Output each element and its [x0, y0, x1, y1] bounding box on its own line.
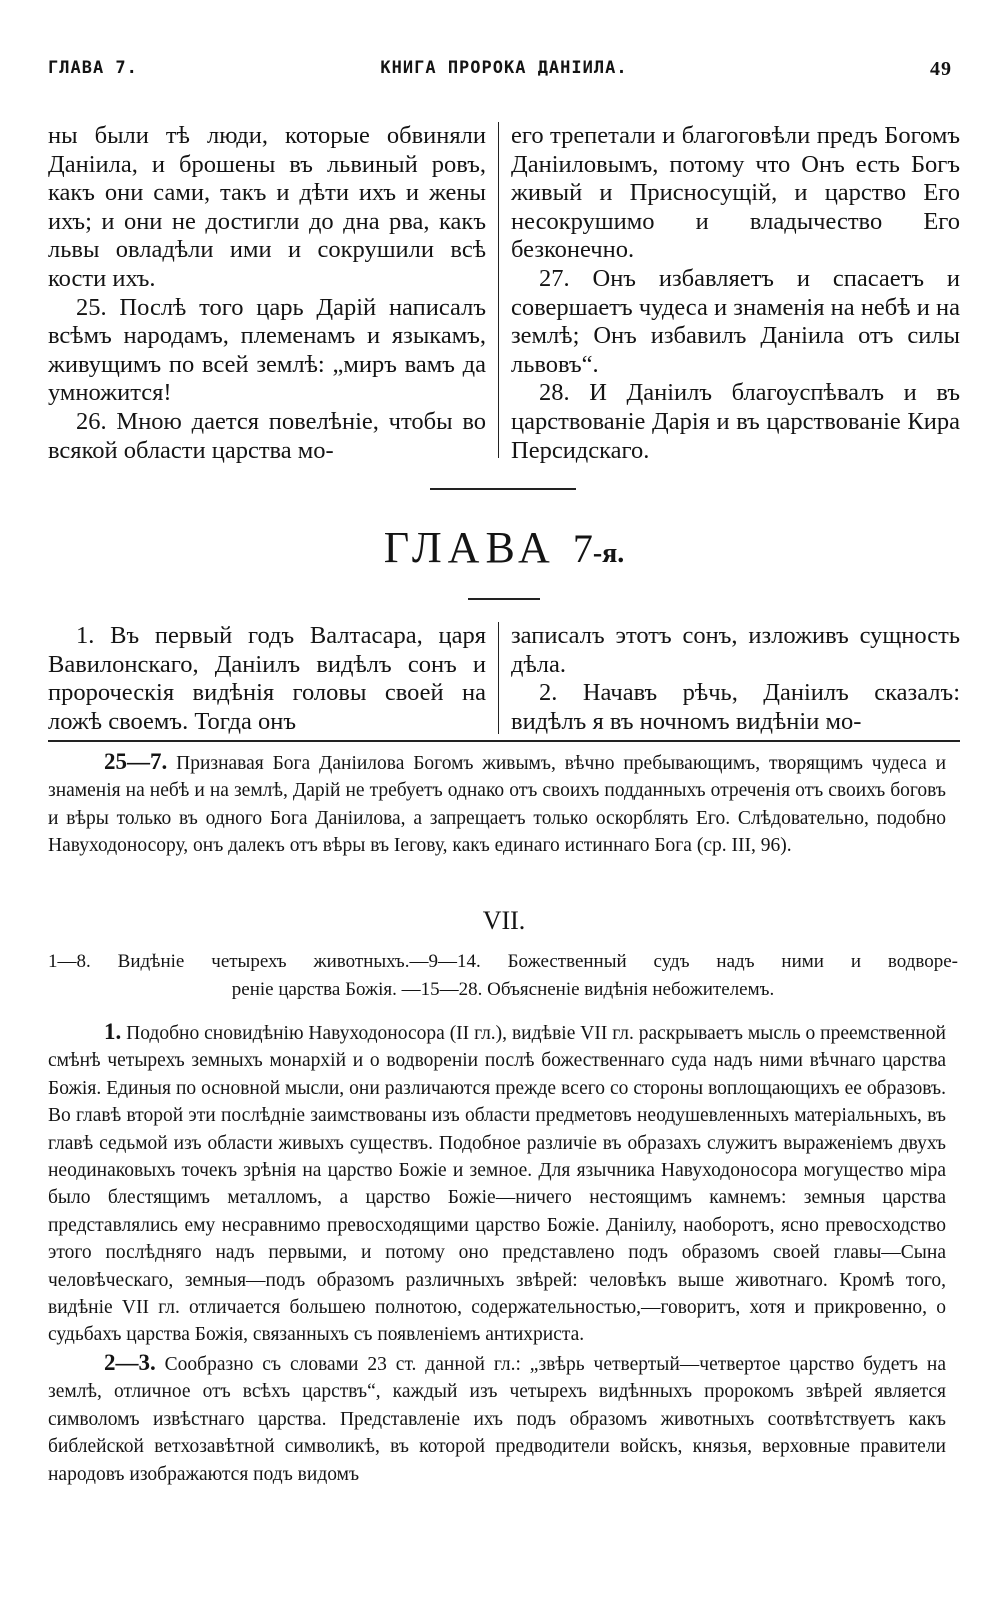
chapter-suffix: -я. — [592, 538, 625, 569]
summary-line: реніе царства Божія. —15—28. Объясненіе видѣнія небожителемъ. — [231, 979, 775, 1000]
section-summary — [48, 948, 958, 1004]
ornament-rule — [430, 488, 576, 490]
right-column — [498, 622, 960, 734]
running-header — [48, 58, 960, 86]
verse-paragraph: 27. Онъ избавляетъ и спасаетъ и совершаетъ чудеса и знаменія на небѣ и на землѣ; Онъ избавилъ Даніила отъ силы львовъ“. — [511, 264, 960, 378]
commentary-paragraph — [48, 748, 946, 860]
verse-paragraph: ны были тѣ люди, которые обвиняли Даніила, и брошены въ львиный ровъ, какъ они сами, такъ и дѣти ихъ и жены ихъ; и они не достигли до дна рва, какъ львы овладѣли ими и сокрушили всѣ кости ихъ. — [48, 122, 486, 292]
commentary-text: Признавая Бога Даніилова Богомъ живымъ, вѣчно пребывающимъ, творящимъ чудеса и знаменія на небѣ и на землѣ, Дарій не требуетъ однако отъ своихъ подданныхъ отреченія отъ своихъ боговъ и вѣры только въ одного Бога Даніилова, а запрещаетъ только оскорблять Его. Слѣдовательно, подобно Навуходоносору, онъ далекъ отъ вѣры въ Іегову, какъ единаго истиннаго Бога (ср. III, 96). — [48, 753, 947, 857]
left-column — [48, 622, 498, 734]
right-column — [498, 122, 960, 464]
chapter-title — [48, 522, 960, 573]
ornament-rule — [468, 598, 540, 600]
commentary-paragraph — [48, 1018, 946, 1349]
commentary-paragraph — [48, 1349, 946, 1488]
verse-paragraph: 1. Въ первый годъ Валтасара, царя Вавилонскаго, Даніилъ видѣлъ сонъ и пророческія видѣнія головы своей на ложѣ своемъ. Тогда онъ — [48, 622, 486, 735]
commentary-text: Сообразно съ словами 23 ст. данной гл.: „звѣрь четвертый—четвертое царство будетъ на землѣ, отличное отъ всѣхъ царствъ“, каждый изъ четырехъ видѣнныхъ пророкомъ звѣрей является символомъ извѣстнаго царства. Представленіе ихъ подъ образомъ животныхъ соотвѣтствуетъ какъ библейской ветхозавѣтной символикѣ, въ которой предводители войскъ, князья, верховные правители народовъ изображаются подъ видомъ — [48, 1353, 946, 1485]
left-column — [48, 122, 498, 464]
verse-reference: 1. — [104, 1019, 122, 1044]
verse-paragraph: 2. Начавъ рѣчь, Даніилъ сказалъ: видѣлъ я въ ночномъ видѣніи мо- — [511, 679, 960, 735]
page-number: 49 — [930, 58, 952, 80]
verse-reference: 2—3. — [104, 1349, 156, 1375]
chapter-number: 7 — [572, 526, 593, 571]
book-page — [48, 0, 960, 1603]
verse-paragraph: 26. Мною дается повелѣніе, чтобы во всякой области царства мо- — [48, 407, 486, 464]
verse-paragraph: записалъ этотъ сонъ, изложивъ сущность дѣла. — [511, 622, 960, 678]
header-chapter: ГЛАВА 7. — [48, 58, 138, 78]
header-book-title: КНИГА ПРОРОКА ДАНІИЛА. — [380, 58, 628, 78]
commentary-text: Подобно сновидѣнію Навуходоносора (II гл.), видѣвіе VII гл. раскрываетъ мысль о преемственной смѣнѣ четырехъ земныхъ монархій и о водвореніи послѣ божественнаго суда надъ ними вѣчнаго царства Божія. Единыя по основной мысли, они различаются прежде всего со стороны воплощающихъ ее образовъ. Во главѣ второй эти послѣдніе заимствованы изъ области предметовъ неодушевленныхъ матеріальныхъ, въ главѣ седьмой изъ области живыхъ существъ. Подобное различіе въ образахъ служитъ выраженіемъ двухъ неодинаковыхъ точекъ зрѣнія на царство Божіе и земное. Для язычника Навуходоносора могущество міра было блестящимъ металломъ, а царство Божіе—ничего нестоящимъ камнемъ: земныя царства представлялись ему несравнимо превосходящими царство Божіе. Даніилу, наоборотъ, ясно превосходство этого послѣдняго надъ первыми, и потому оно представлено подъ образомъ своей главы—Сына человѣческаго, земныя—подъ образомъ различныхъ звѣрей: человѣкъ выше животнаго. Кромѣ того, видѣніе VII гл. отличается большею полнотою, содержательностью,—говоритъ, хотя и прикровенно, о судьбахъ царства Божія, связанныхъ съ появленіемъ антихриста. — [48, 1023, 946, 1346]
verse-columns-middle — [48, 622, 960, 734]
verse-paragraph: 25. Послѣ того царь Дарій написалъ всѣмъ народамъ, племенамъ и языкамъ, живущимъ по всей землѣ: „миръ вамъ да умножится! — [48, 293, 486, 407]
commentary-divider — [48, 740, 960, 742]
verse-paragraph: его трепетали и благоговѣли предъ Богомъ Даніиловымъ, потому что Онъ есть Богъ живый и Присносущій, и царство Его несокрушимо и владычество Его безконечно. — [511, 122, 960, 264]
summary-line: 1—8. Видѣніе четырехъ животныхъ.—9—14. Божественный судъ надъ ними и водворе- — [48, 951, 958, 972]
commentary-block — [48, 748, 946, 860]
section-number: VII. — [482, 906, 526, 935]
chapter-word: ГЛАВА — [383, 523, 556, 572]
verse-reference: 25—7. — [104, 749, 168, 774]
verse-columns-top — [48, 122, 960, 464]
verse-paragraph: 28. И Даніилъ благоуспѣвалъ и въ царствованіе Дарія и въ царствованіе Кира Персидскаго. — [511, 379, 960, 464]
commentary-block — [48, 1018, 946, 1488]
